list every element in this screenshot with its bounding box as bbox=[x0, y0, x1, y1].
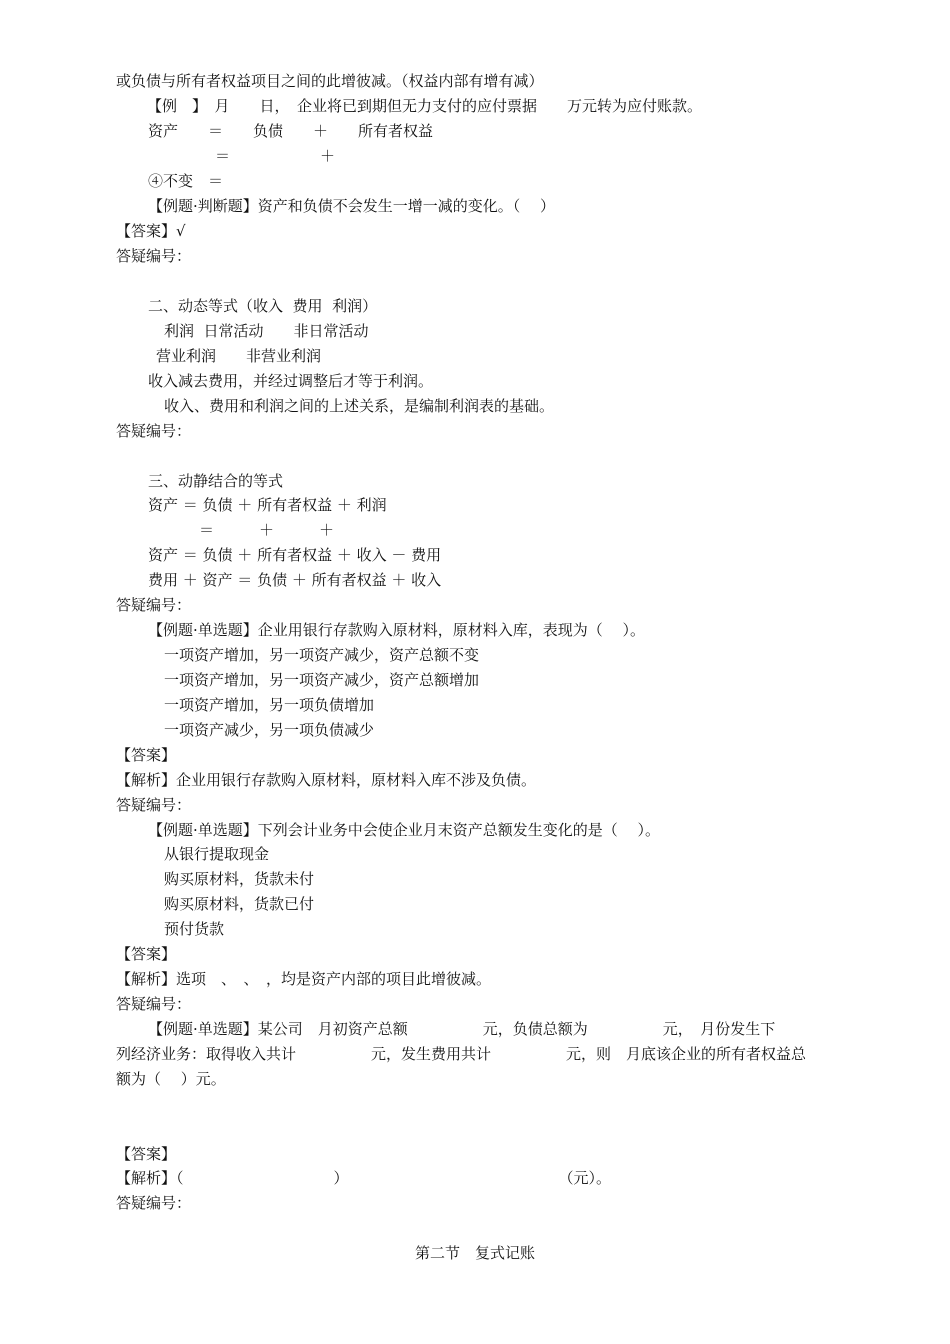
answer-line: 【答案】 bbox=[116, 1145, 177, 1163]
text-line: 或负债与所有者权益项目之间的此增彼减。（权益内部有增有减） bbox=[116, 72, 544, 90]
equation-line: 资产 ＝ 负债 ＋ 所有者权益 ＋ 收入 － 费用 bbox=[148, 546, 442, 564]
qa-number-label: 答疑编号： bbox=[116, 247, 192, 265]
option-line: 一项资产增加，另一项资产减少，资产总额不变 bbox=[164, 646, 480, 664]
qa-number-label: 答疑编号： bbox=[116, 1194, 192, 1212]
qa-number-label: 答疑编号： bbox=[116, 596, 192, 614]
option-line: 一项资产增加，另一项负债增加 bbox=[164, 696, 375, 714]
answer-line: 【答案】 bbox=[116, 945, 177, 963]
explanation-line: 【解析】（ ） （元）。 bbox=[116, 1169, 612, 1187]
equation-line: 资产 ＝ 负债 ＋ 所有者权益 bbox=[148, 122, 434, 140]
question-line: 列经济业务：取得收入共计 元，发生费用共计 元，则 月底该企业的所有者权益总 bbox=[116, 1045, 807, 1063]
question-line: 【例题·单选题】企业用银行存款购入原材料，原材料入库，表现为（ ）。 bbox=[148, 621, 646, 639]
equation-line: ＝ ＋ bbox=[215, 147, 336, 165]
option-line: 购买原材料，货款未付 bbox=[164, 870, 315, 888]
option-line: 预付货款 bbox=[164, 920, 225, 938]
option-line: 一项资产减少，另一项负债减少 bbox=[164, 721, 375, 739]
equation-line: ＝ ＋ ＋ bbox=[199, 521, 335, 539]
explanation-line: 【解析】选项 、 、 ，均是资产内部的项目此增彼减。 bbox=[116, 970, 492, 988]
option-line: 一项资产增加，另一项资产减少，资产总额增加 bbox=[164, 671, 480, 689]
text-line: 营业利润 非营业利润 bbox=[156, 347, 322, 365]
equation-line: 资产 ＝ 负债 ＋ 所有者权益 ＋ 利润 bbox=[148, 496, 387, 514]
section-title: 第二节 复式记账 bbox=[414, 1244, 535, 1262]
option-line: 购买原材料，货款已付 bbox=[164, 895, 315, 913]
explanation-line: 【解析】企业用银行存款购入原材料，原材料入库不涉及负债。 bbox=[116, 771, 537, 789]
equation-line: 费用 ＋ 资产 ＝ 负债 ＋ 所有者权益 ＋ 收入 bbox=[148, 571, 442, 589]
qa-number-label: 答疑编号： bbox=[116, 422, 192, 440]
text-line: 利润 日常活动 非日常活动 bbox=[164, 322, 369, 340]
qa-number-label: 答疑编号： bbox=[116, 995, 192, 1013]
text-line: 收入减去费用，并经过调整后才等于利润。 bbox=[148, 372, 434, 390]
section-heading: 二、动态等式（收入 费用 利润） bbox=[148, 297, 378, 315]
section-heading: 三、动静结合的等式 bbox=[148, 472, 284, 490]
answer-line: 【答案】 bbox=[116, 746, 177, 764]
example-line: 【例 】 月 日， 企业将已到期但无力支付的应付票据 万元转为应付账款。 bbox=[147, 97, 703, 115]
question-line: 【例题·单选题】下列会计业务中会使企业月末资产总额发生变化的是（ ）。 bbox=[148, 821, 661, 839]
answer-line: 【答案】√ bbox=[116, 222, 186, 240]
text-line: 收入、费用和利润之间的上述关系，是编制利润表的基础。 bbox=[164, 397, 555, 415]
question-line: 【例题·判断题】资产和负债不会发生一增一减的变化。（ ） bbox=[148, 197, 556, 215]
equation-line: ④不变 ＝ bbox=[148, 172, 224, 190]
question-line: 【例题·单选题】某公司 月初资产总额 元，负债总额为 元， 月份发生下 bbox=[148, 1020, 776, 1038]
question-line: 额为（ ）元。 bbox=[116, 1070, 226, 1088]
qa-number-label: 答疑编号： bbox=[116, 796, 192, 814]
option-line: 从银行提取现金 bbox=[164, 845, 270, 863]
